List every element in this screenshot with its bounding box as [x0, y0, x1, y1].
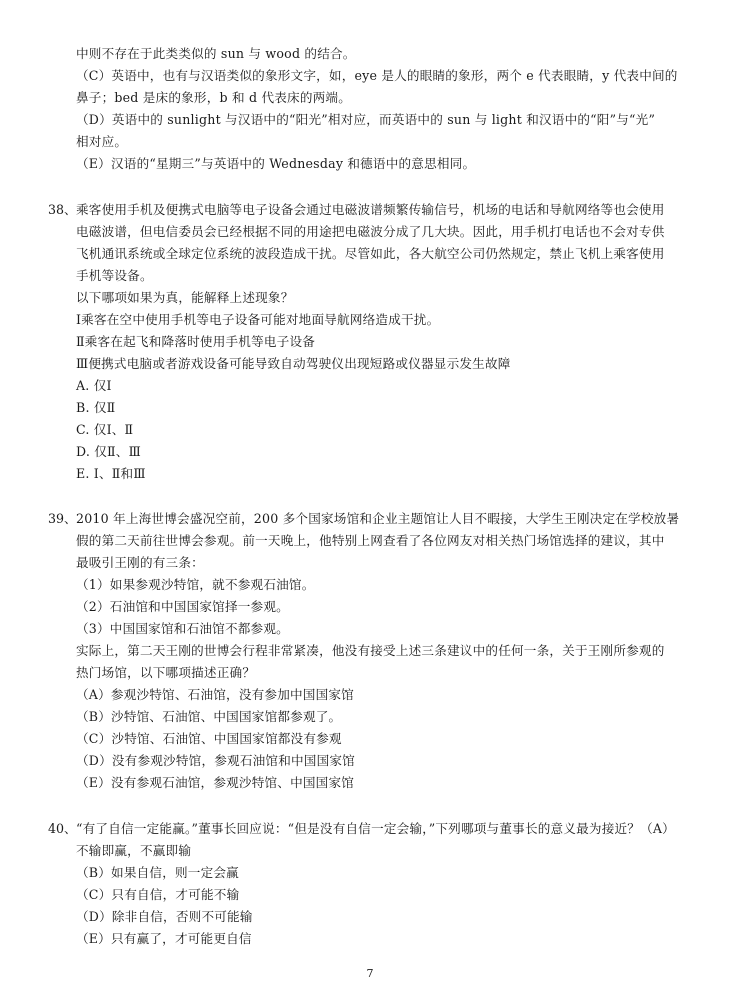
q38-statement-3: Ⅲ便携式电脑或者游戏设备可能导致自动驾驶仪出现短路或仪器显示发生故障 — [76, 356, 511, 371]
q39-stem-line: 假的第二天前往世博会参观。前一天晚上，他特别上网查看了各位网友对相关热门场馆选择的建议，其中 — [76, 533, 665, 548]
q39-stem-line: 最吸引王刚的有三条： — [76, 555, 204, 570]
q39-question-line: 实际上，第二天王刚的世博会行程非常紧凑，他没有接受上述三条建议中的任何一条，关于王刚所参观的 — [76, 643, 665, 658]
q39-stem-line: 2010 年上海世博会盛况空前，200 多个国家场馆和企业主题馆让人目不暇接，大学生王刚决定在学校放暑 — [76, 511, 680, 526]
q39-condition-2: （2）石油馆和中国国家馆择一参观。 — [76, 599, 289, 614]
q37-option-c-line: （C）英语中，也有与汉语类似的象形文字，如，eye 是人的眼睛的象形，两个 e 代表眼睛，y 代表中间的 — [76, 68, 678, 83]
q38-option-d: D. 仅Ⅱ、Ⅲ — [76, 444, 141, 459]
q37-option-e-line: （E）汉语的“星期三”与英语中的 Wednesday 和德语中的意思相同。 — [76, 156, 476, 171]
q40-option-d: （D）除非自信，否则不可能输 — [76, 909, 253, 924]
q39-condition-3: （3）中国国家馆和石油馆不都参观。 — [76, 621, 289, 636]
q38-question: 以下哪项如果为真，能解释上述现象？ — [76, 290, 294, 305]
q38-option-a: A. 仅Ⅰ — [76, 378, 112, 393]
q39-option-d: （D）没有参观沙特馆，参观石油馆和中国国家馆 — [76, 753, 355, 768]
q39-option-b: （B）沙特馆、石油馆、中国国家馆都参观了。 — [76, 709, 342, 724]
q38-option-c: C. 仅Ⅰ、Ⅱ — [76, 422, 134, 437]
q39-question-line: 热门场馆，以下哪项描述正确？ — [76, 665, 256, 680]
page-number: 7 — [366, 967, 374, 980]
q40-stem-line: “有了自信一定能赢。”董事长回应说：“但是没有自信一定会输，”下列哪项与董事长的意义最为接近？（A） — [76, 821, 675, 836]
q38-option-b: B. 仅Ⅱ — [76, 400, 116, 415]
q40-option-a: 不输即赢，不赢即输 — [76, 843, 192, 858]
q39-number: 39、 — [48, 511, 77, 526]
q39-option-a: （A）参观沙特馆、石油馆，没有参加中国国家馆 — [76, 687, 354, 702]
q40-option-b: （B）如果自信，则一定会赢 — [76, 865, 239, 880]
q39-option-e: （E）没有参观石油馆，参观沙特馆、中国国家馆 — [76, 775, 355, 790]
q37-option-d-line: 相对应。 — [76, 134, 128, 149]
q40-option-c: （C）只有自信，才可能不输 — [76, 887, 240, 902]
q38-option-e: E. Ⅰ、Ⅱ和Ⅲ — [76, 466, 146, 481]
q39-option-c: （C）沙特馆、石油馆、中国国家馆都没有参观 — [76, 731, 342, 746]
q37-text-line: 中则不存在于此类类似的 sun 与 wood 的结合。 — [76, 46, 356, 61]
q37-option-d-line: （D）英语中的 sunlight 与汉语中的“阳光”相对应，而英语中的 sun 与 light 和汉语中的“阳”与“光” — [76, 112, 656, 127]
q38-number: 38、 — [48, 202, 77, 217]
q37-option-c-line: 鼻子；bed 是床的象形，b 和 d 代表床的两端。 — [76, 90, 352, 105]
q38-statement-1: Ⅰ乘客在空中使用手机等电子设备可能对地面导航网络造成干扰。 — [76, 312, 440, 327]
q40-option-e: （E）只有赢了，才可能更自信 — [76, 931, 252, 946]
q38-stem-line: 手机等设备。 — [76, 268, 153, 283]
q38-stem-line: 电磁波谱，但电信委员会已经根据不同的用途把电磁波分成了几大块。因此，用手机打电话也不会对专供 — [76, 224, 665, 239]
q40-number: 40、 — [48, 821, 77, 836]
q38-stem-line: 飞机通讯系统或全球定位系统的波段造成干扰。尽管如此，各大航空公司仍然规定，禁止飞机上乘客使用 — [76, 246, 665, 261]
q38-stem-line: 乘客使用手机及便携式电脑等电子设备会通过电磁波谱频繁传输信号，机场的电话和导航网络等也会使用 — [76, 202, 665, 217]
q39-condition-1: （1）如果参观沙特馆，就不参观石油馆。 — [76, 577, 315, 592]
q38-statement-2: Ⅱ乘客在起飞和降落时使用手机等电子设备 — [76, 334, 316, 349]
